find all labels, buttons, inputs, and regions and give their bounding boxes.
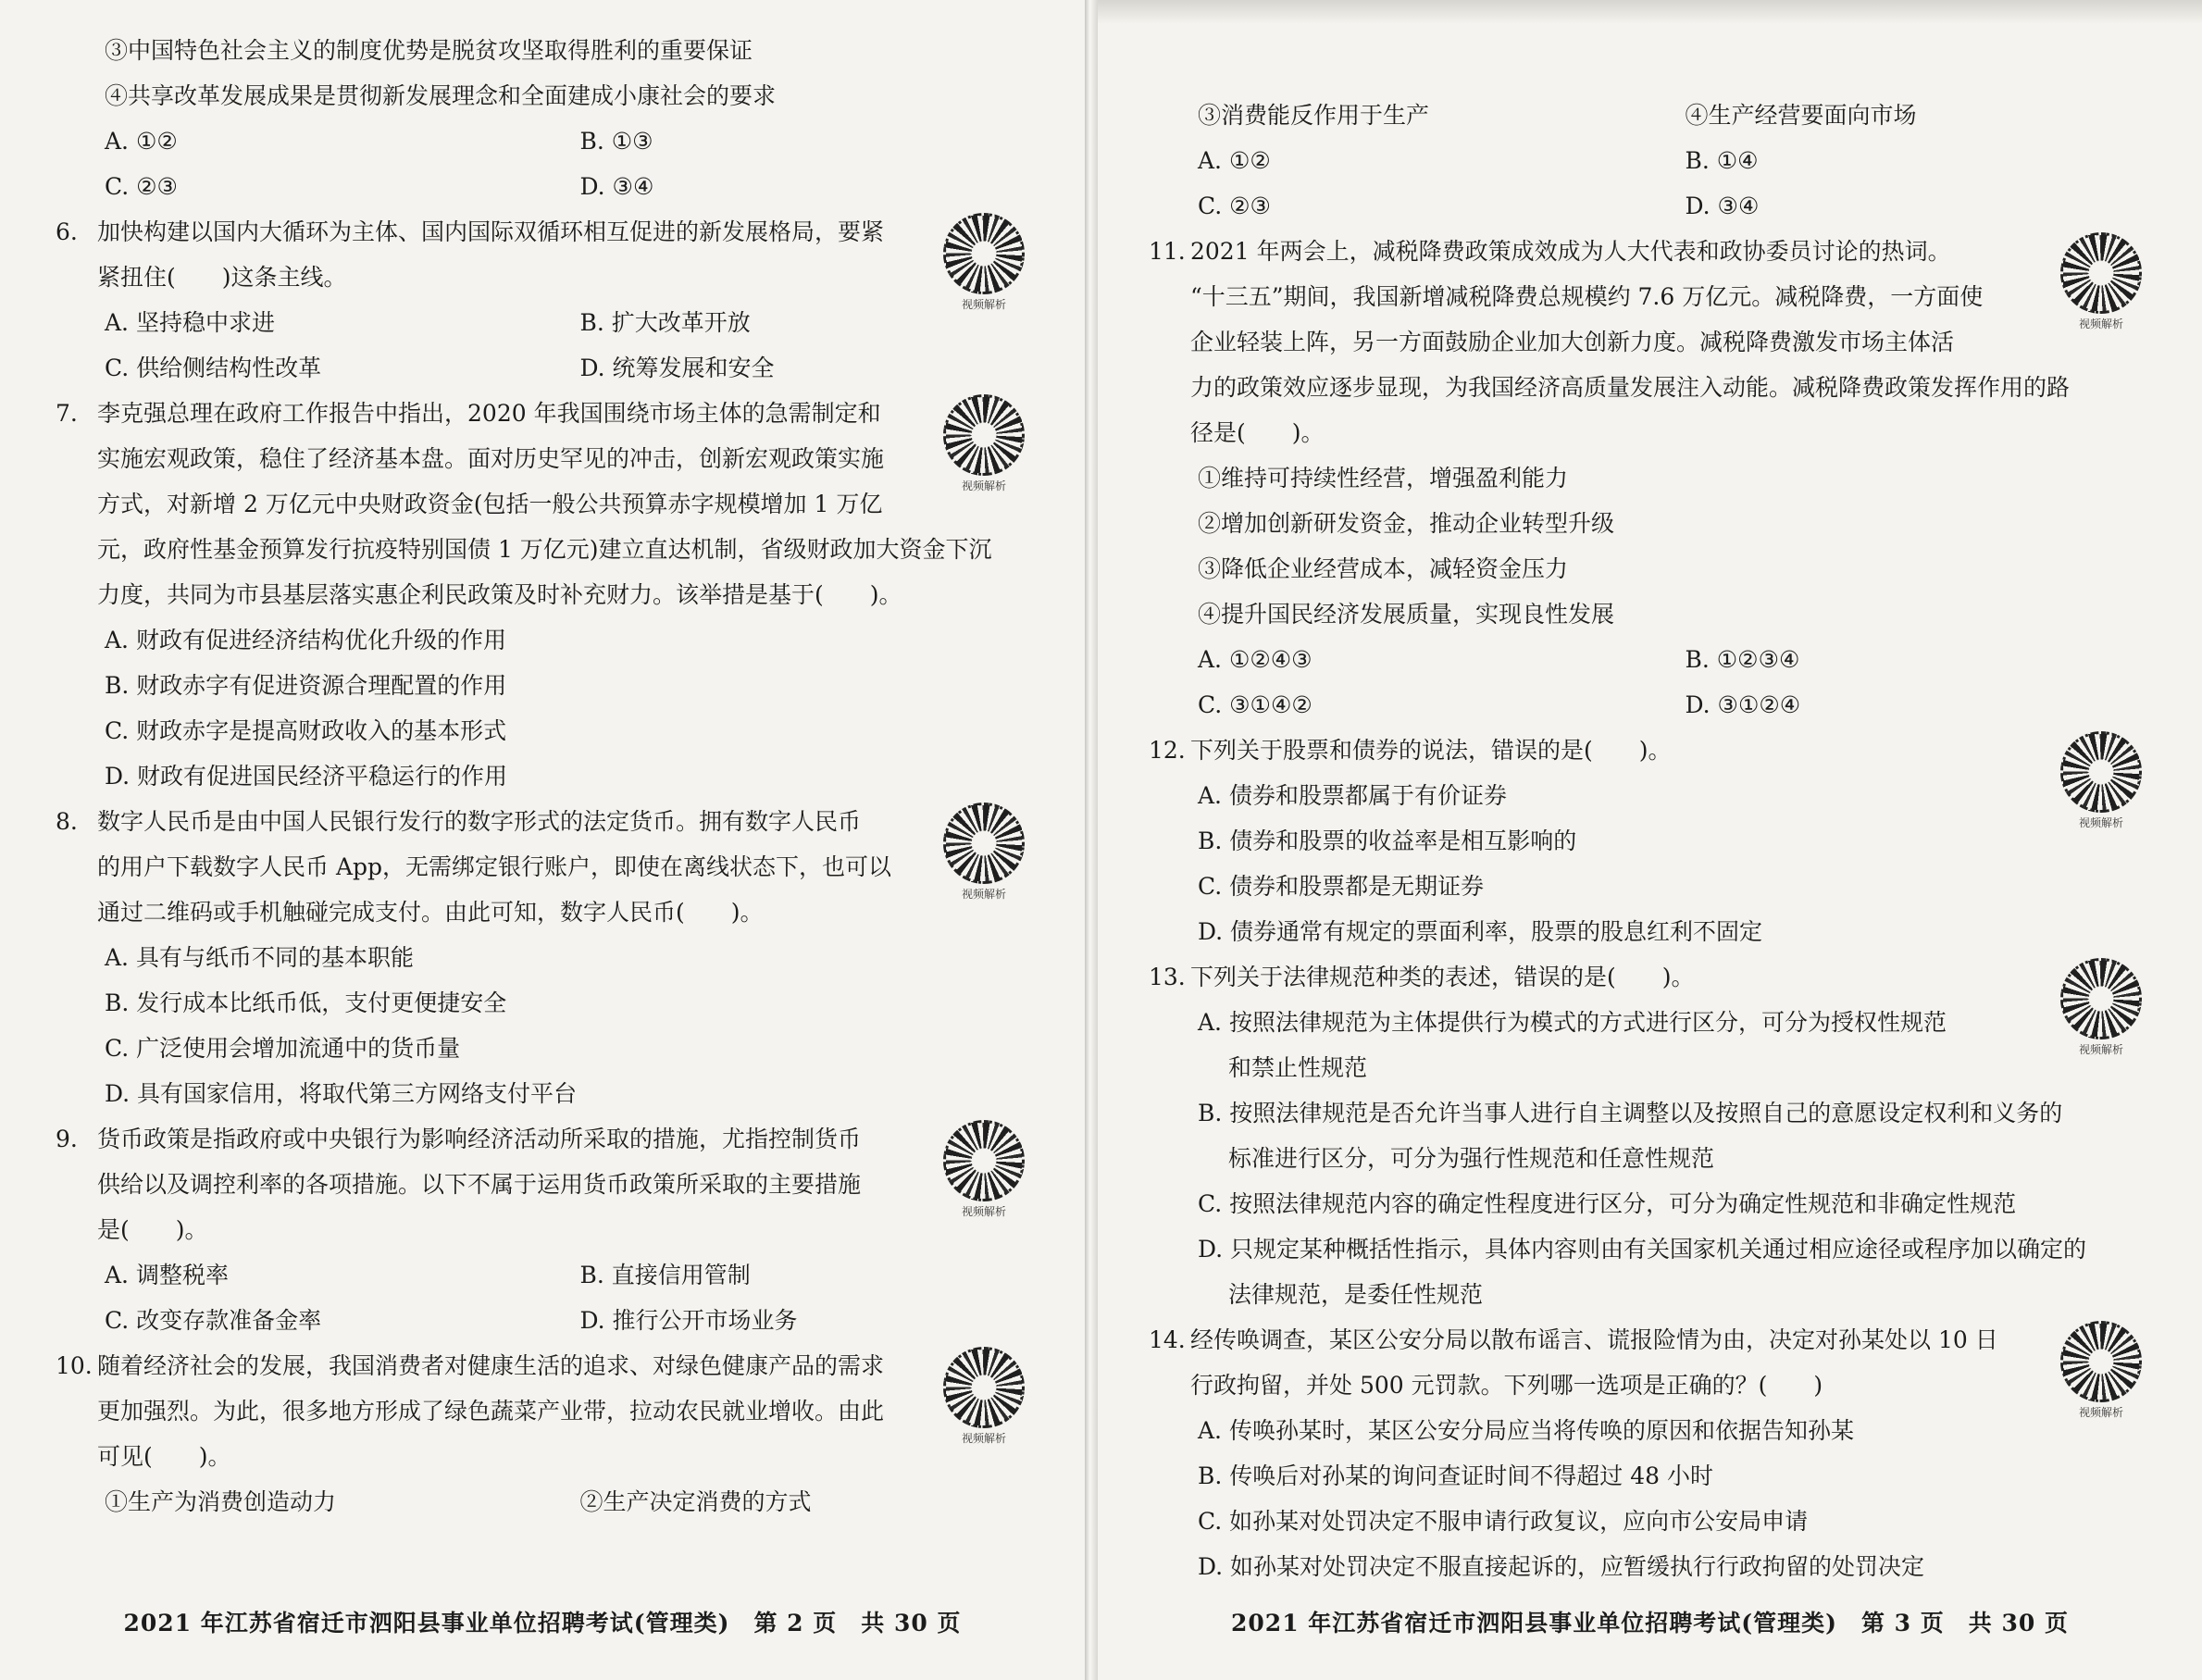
answer-option: D. 财政有促进国民经济平稳运行的作用	[105, 763, 508, 790]
video-qr-code	[939, 803, 1029, 902]
answer-option: ②生产决定消费的方式	[579, 1488, 812, 1515]
qr-code-icon	[943, 1347, 1025, 1428]
answer-options	[1190, 773, 2146, 954]
video-qr-code	[939, 1347, 1029, 1447]
answer-option: B. 直接信用管制	[579, 1262, 751, 1288]
answer-option: B. 传唤后对孙某的询问查证时间不得超过 48 小时	[1198, 1462, 1713, 1489]
answer-options	[97, 118, 1029, 209]
video-qr-code	[2056, 731, 2146, 831]
option-b: B. ①④	[1685, 147, 1759, 174]
answer-options	[97, 300, 1029, 391]
answer-option: D. 只规定某种概括性指示，具体内容则由有关国家机关通过相应途径或程序加以确定的	[1198, 1236, 2087, 1263]
video-qr-code	[939, 394, 1029, 494]
statement-item: ④生产经营要面向市场	[1685, 102, 1917, 129]
answer-option: C. 财政赤字是提高财政收入的基本形式	[105, 717, 507, 744]
answer-options	[97, 1252, 1029, 1343]
question-text-line: 的用户下载数字人民币 App，无需绑定银行账户，即使在离线状态下，也可以	[97, 853, 892, 880]
answer-option: B. 按照法律规范是否允许当事人进行自主调整以及按照自己的意愿设定权利和义务的	[1198, 1100, 2063, 1126]
answer-option: B. 债券和股票的收益率是相互影响的	[1198, 828, 1577, 854]
answer-option: B. 财政赤字有促进资源合理配置的作用	[105, 672, 507, 699]
answer-option: D. 统筹发展和安全	[579, 355, 775, 381]
question-text-line: 下列关于法律规范种类的表述，错误的是( )。	[1190, 964, 1695, 990]
answer-option: C. 如孙某对处罚决定不服申请行政复议，应向市公安局申请	[1198, 1508, 1809, 1535]
option-d: D. ③④	[579, 173, 654, 200]
qr-caption: 视频解析	[2078, 317, 2123, 330]
question-text-line: 可见( )。	[97, 1443, 231, 1470]
answer-option: 法律规范，是委任性规范	[1198, 1281, 1483, 1308]
left-question-list	[56, 209, 1029, 1524]
answer-option: B. 发行成本比纸币低，支付更便捷安全	[105, 989, 507, 1016]
qr-caption: 视频解析	[2078, 816, 2123, 829]
statement-item: ①维持可持续性经营，增强盈利能力	[1198, 465, 1569, 492]
answer-option: D. 推行公开市场业务	[579, 1307, 798, 1334]
question-text-line: 紧扭住( )这条主线。	[97, 264, 347, 291]
question-text-line: “十三五”期间，我国新增减税降费总规模约 7.6 万亿元。减税降费，一方面使	[1190, 283, 1984, 310]
answer-options	[1190, 637, 2146, 728]
question-text-line: 数字人民币是由中国人民银行发行的数字形式的法定货币。拥有数字人民币	[97, 808, 862, 835]
answer-option: D. ③①②④	[1685, 691, 1801, 718]
answer-option: A. 具有与纸币不同的基本职能	[105, 944, 414, 971]
question-text-line: 力的政策效应逐步显现，为我国经济高质量发展注入动能。减税降费政策发挥作用的路	[1190, 374, 2071, 401]
question-10	[56, 1343, 1029, 1524]
question-text-line: 更加强烈。为此，很多地方形成了绿色蔬菜产业带，拉动农民就业增收。由此	[97, 1398, 885, 1425]
qr-caption: 视频解析	[2078, 1043, 2123, 1056]
qr-caption: 视频解析	[961, 1432, 1006, 1445]
question-text-line: 行政拘留，并处 500 元罚款。下列哪一选项是正确的？( )	[1190, 1372, 1823, 1399]
question-number: 11.	[1149, 238, 1186, 265]
answer-option: A. 调整税率	[105, 1262, 229, 1288]
question-text-line: 元，政府性基金预算发行抗疫特别国债 1 万亿元)建立直达机制，省级财政加大资金下沉	[97, 536, 992, 563]
answer-option: 标准进行区分，可分为强行性规范和任意性规范	[1198, 1145, 1714, 1172]
answer-option: D. 债券通常有规定的票面利率，股票的股息红利不固定	[1198, 918, 1763, 945]
statement-item: ②增加创新研发资金，推动企业转型升级	[1198, 510, 1615, 537]
answer-options	[1190, 1000, 2146, 1317]
answer-options	[97, 935, 1029, 1116]
question-6	[56, 209, 1029, 391]
option-d: D. ③④	[1685, 193, 1760, 219]
answer-options	[97, 617, 1029, 799]
book-spine-fold	[1085, 0, 1098, 1680]
question-text-line: 径是( )。	[1190, 419, 1325, 446]
question-text-line: 货币政策是指政府或中央银行为影响经济活动所采取的措施，尤指控制货币	[97, 1126, 862, 1152]
page-footer: 2021 年江苏省宿迁市泗阳县事业单位招聘考试(管理类) 第 3 页 共 30 页	[1231, 1610, 2069, 1636]
question-13	[1149, 954, 2146, 1317]
question-text-line: 2021 年两会上，减税降费政策成效成为人大代表和政协委员讨论的热词。	[1190, 238, 1951, 265]
answer-options	[1190, 1408, 2146, 1589]
question-number: 8.	[56, 808, 78, 835]
qr-code-icon	[943, 213, 1025, 294]
question-11	[1149, 229, 2146, 728]
answer-option: B. ①②③④	[1685, 646, 1800, 673]
question-number: 12.	[1149, 737, 1186, 764]
answer-option: A. 财政有促进经济结构优化升级的作用	[105, 627, 506, 653]
question-text-line: 通过二维码或手机触碰完成支付。由此可知，数字人民币( )。	[97, 899, 764, 926]
answer-option: A. 债券和股票都属于有价证券	[1198, 782, 1507, 809]
question-number: 14.	[1149, 1326, 1186, 1353]
option-a: A. ①②	[1198, 147, 1271, 174]
question-text-line: 李克强总理在政府工作报告中指出，2020 年我国围绕市场主体的急需制定和	[97, 400, 881, 427]
question-8	[56, 799, 1029, 1116]
question-text-line: 力度，共同为市县基层落实惠企利民政策及时补充财力。该举措是基于( )。	[97, 581, 902, 608]
answer-option: C. 改变存款准备金率	[105, 1307, 322, 1334]
question-number: 10.	[56, 1352, 93, 1379]
question-text-line: 随着经济社会的发展，我国消费者对健康生活的追求、对绿色健康产品的需求	[97, 1352, 885, 1379]
qr-caption: 视频解析	[2078, 1406, 2123, 1419]
statement-item: ③降低企业经营成本，减轻资金压力	[1198, 555, 1569, 582]
qr-code-icon	[2060, 1321, 2142, 1402]
answer-option: C. 广泛使用会增加流通中的货币量	[105, 1035, 461, 1062]
answer-option: D. 具有国家信用，将取代第三方网络支付平台	[105, 1080, 578, 1107]
qr-caption: 视频解析	[961, 888, 1006, 901]
statement-item: ④共享改革发展成果是贯彻新发展理念和全面建成小康社会的要求	[105, 82, 777, 109]
question-text-line: 加快构建以国内大循环为主体、国内国际双循环相互促进的新发展格局，要紧	[97, 218, 885, 245]
option-c: C. ②③	[105, 173, 178, 200]
question-text-line: 是( )。	[97, 1216, 208, 1243]
answer-option: C. 按照法律规范内容的确定性程度进行区分，可分为确定性规范和非确定性规范	[1198, 1190, 2017, 1217]
statement-item: ④提升国民经济发展质量，实现良性发展	[1198, 601, 1615, 628]
statement-item: ③消费能反作用于生产	[1198, 102, 1430, 129]
answer-option: A. 传唤孙某时，某区公安分局应当将传唤的原因和依据告知孙某	[1198, 1417, 1854, 1444]
option-a: A. ①②	[105, 128, 178, 155]
qr-code-icon	[943, 1120, 1025, 1201]
option-c: C. ②③	[1198, 193, 1271, 219]
answer-options	[1190, 93, 2146, 229]
question-text-line: 经传唤调查，某区公安分局以散布谣言、谎报险情为由，决定对孙某处以 10 日	[1190, 1326, 1998, 1353]
qr-code-icon	[2060, 958, 2142, 1039]
question-12	[1149, 728, 2146, 954]
qr-caption: 视频解析	[961, 1205, 1006, 1218]
answer-option: C. 供给侧结构性改革	[105, 355, 322, 381]
answer-option: D. 如孙某对处罚决定不服直接起诉的，应暂缓执行行政拘留的处罚决定	[1198, 1553, 1925, 1580]
video-qr-code	[2056, 958, 2146, 1058]
qr-code-icon	[2060, 731, 2142, 813]
question-7	[56, 391, 1029, 799]
video-qr-code	[939, 1120, 1029, 1220]
video-qr-code	[2056, 232, 2146, 332]
question-text-line: 方式，对新增 2 万亿元中央财政资金(包括一般公共预算赤字规模增加 1 万亿	[97, 491, 883, 517]
question-text-line: 下列关于股票和债券的说法，错误的是( )。	[1190, 737, 1672, 764]
page-footer: 2021 年江苏省宿迁市泗阳县事业单位招聘考试(管理类) 第 2 页 共 30 页	[123, 1610, 962, 1636]
question-9	[56, 1116, 1029, 1343]
answer-option: ①生产为消费创造动力	[105, 1488, 337, 1515]
answer-option: 和禁止性规范	[1198, 1054, 1367, 1081]
option-b: B. ①③	[579, 128, 653, 155]
question-text-line: 供给以及调控利率的各项措施。以下不属于运用货币政策所采取的主要措施	[97, 1171, 862, 1198]
answer-option: A. 按照法律规范为主体提供行为模式的方式进行区分，可分为授权性规范	[1198, 1009, 1947, 1036]
question-number: 9.	[56, 1126, 78, 1152]
video-qr-code	[2056, 1321, 2146, 1421]
question-number: 6.	[56, 218, 78, 245]
video-qr-code	[939, 213, 1029, 313]
statement-item: ③中国特色社会主义的制度优势是脱贫攻坚取得胜利的重要保证	[105, 37, 753, 64]
question-5-continuation	[97, 28, 1029, 209]
answer-option: A. ①②④③	[1198, 646, 1312, 673]
question-text-line: 实施宏观政策，稳住了经济基本盘。面对历史罕见的冲击，创新宏观政策实施	[97, 445, 885, 472]
question-number: 13.	[1149, 964, 1186, 990]
question-10-continuation	[1190, 93, 2146, 229]
answer-option: A. 坚持稳中求进	[105, 309, 275, 336]
exam-page-left	[0, 0, 1085, 1680]
qr-code-icon	[943, 803, 1025, 884]
question-text-line: 企业轻装上阵，另一方面鼓励企业加大创新力度。减税降费激发市场主体活	[1190, 329, 1955, 355]
answer-options	[97, 1479, 1029, 1524]
exam-page-right	[1098, 0, 2202, 1680]
answer-option: C. 债券和股票都是无期证券	[1198, 873, 1485, 900]
right-question-list	[1149, 229, 2146, 1589]
qr-caption: 视频解析	[961, 479, 1006, 492]
question-14	[1149, 1317, 2146, 1589]
answer-option: C. ③①④②	[1198, 691, 1312, 718]
page-top-shadow	[1098, 0, 2202, 24]
qr-code-icon	[943, 394, 1025, 476]
answer-option: B. 扩大改革开放	[579, 309, 751, 336]
question-number: 7.	[56, 400, 78, 427]
qr-caption: 视频解析	[961, 298, 1006, 311]
qr-code-icon	[2060, 232, 2142, 314]
